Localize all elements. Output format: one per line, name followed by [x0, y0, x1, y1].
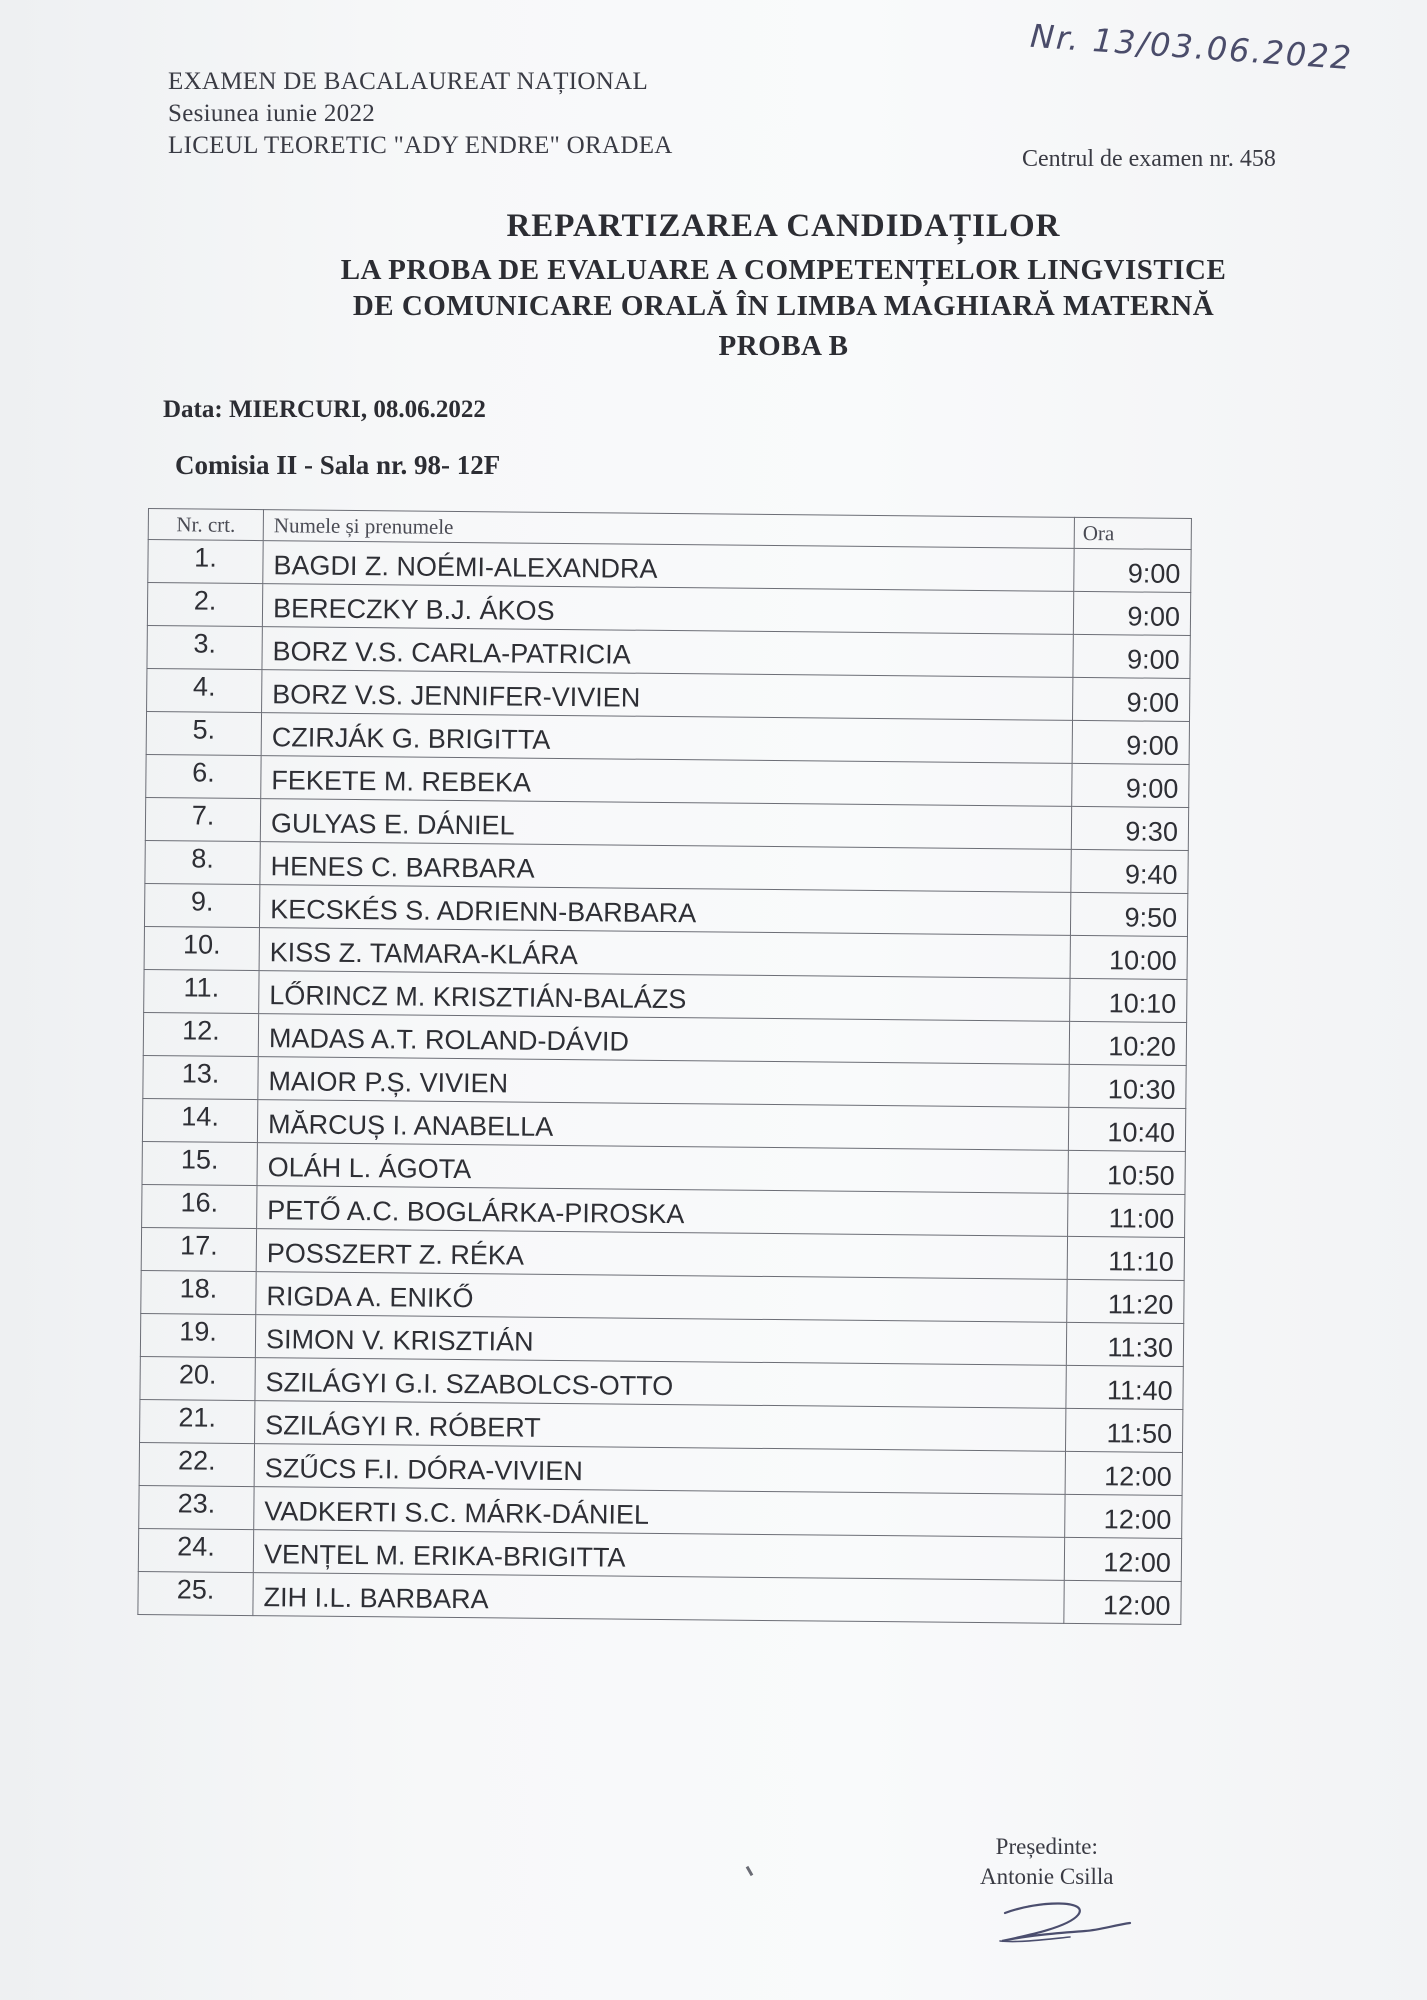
candidate-name: POSSZERT Z. RÉKA: [256, 1229, 1067, 1280]
exam-time: 10:30: [1069, 1064, 1186, 1108]
row-number: 24.: [138, 1528, 253, 1572]
exam-time: 11:20: [1067, 1279, 1184, 1323]
signature-role: Președinte:: [995, 1834, 1098, 1859]
candidate-name: ZIH I.L. BARBARA: [253, 1573, 1064, 1624]
exam-time: 10:10: [1070, 978, 1187, 1022]
exam-time: 9:30: [1071, 806, 1188, 850]
exam-time: 11:10: [1067, 1236, 1184, 1280]
candidate-name: KECSKÉS S. ADRIENN-BARBARA: [259, 885, 1070, 936]
signature-block: [980, 1832, 1114, 1892]
row-number: 16.: [142, 1184, 257, 1228]
candidate-name: MADAS A.T. ROLAND-DÁVID: [258, 1014, 1069, 1065]
exam-time: 12:00: [1065, 1451, 1182, 1495]
row-number: 8.: [145, 840, 260, 884]
exam-date: Data: MIERCURI, 08.06.2022: [163, 396, 486, 423]
header-line-session: Sesiunea iunie 2022: [168, 100, 376, 127]
row-number: 7.: [145, 797, 260, 841]
title-line-3: DE COMUNICARE ORALĂ ÎN LIMBA MAGHIARĂ MATERNĂ: [352, 290, 1215, 322]
candidate-name: OLÁH L. ÁGOTA: [257, 1143, 1068, 1194]
commission-room: Comisia II - Sala nr. 98- 12F: [175, 450, 501, 480]
row-number: 6.: [146, 754, 261, 798]
candidate-name: BERECZKY B.J. ÁKOS: [262, 584, 1073, 635]
exam-center-number: Centrul de examen nr. 458: [1022, 146, 1276, 172]
row-number: 5.: [146, 711, 261, 755]
title-line-4: PROBA B: [718, 330, 849, 362]
exam-time: 12:00: [1064, 1537, 1181, 1581]
row-number: 14.: [142, 1098, 257, 1142]
row-number: 10.: [144, 926, 259, 970]
candidate-name: LŐRINCZ M. KRISZTIÁN-BALÁZS: [259, 971, 1070, 1022]
row-number: 25.: [138, 1571, 253, 1615]
exam-time: 9:00: [1073, 677, 1190, 721]
candidate-name: PETŐ A.C. BOGLÁRKA-PIROSKA: [257, 1186, 1068, 1237]
row-number: 23.: [139, 1485, 254, 1529]
row-number: 18.: [141, 1270, 256, 1314]
exam-time: 9:00: [1072, 720, 1189, 764]
handwritten-registration-number: Nr. 13/03.06.2022: [1029, 16, 1355, 78]
row-number: 17.: [141, 1227, 256, 1271]
row-number: 22.: [139, 1442, 254, 1486]
exam-time: 9:00: [1074, 548, 1191, 592]
row-number: 21.: [140, 1399, 255, 1443]
candidates-table: [137, 508, 1192, 1625]
exam-time: 12:00: [1065, 1494, 1182, 1538]
exam-time: 10:20: [1069, 1021, 1186, 1065]
row-number: 19.: [140, 1313, 255, 1357]
header-nr: Nr. crt.: [148, 509, 263, 541]
exam-time: 11:40: [1066, 1365, 1183, 1409]
row-number: 9.: [144, 883, 259, 927]
row-number: 20.: [140, 1356, 255, 1400]
candidate-name: VENȚEL M. ERIKA-BRIGITTA: [253, 1530, 1064, 1581]
row-number: 11.: [144, 969, 259, 1013]
table-row: [138, 1571, 1181, 1624]
candidate-name: RIGDA A. ENIKŐ: [256, 1272, 1067, 1323]
exam-header: [168, 66, 673, 162]
row-number: 13.: [143, 1055, 258, 1099]
signature-name: Antonie Csilla: [980, 1864, 1114, 1889]
header-name: Numele și prenumele: [263, 510, 1074, 549]
header-line-school: LICEUL TEORETIC "ADY ENDRE" ORADEA: [168, 132, 673, 159]
exam-time: 11:00: [1068, 1193, 1185, 1237]
candidate-name: SZILÁGYI R. RÓBERT: [255, 1401, 1066, 1452]
row-number: 3.: [147, 625, 262, 669]
exam-time: 10:00: [1070, 935, 1187, 979]
handwritten-signature-icon: [990, 1895, 1140, 1955]
candidate-name: SIMON V. KRISZTIÁN: [255, 1315, 1066, 1366]
exam-time: 9:50: [1070, 892, 1187, 936]
exam-time: 11:30: [1066, 1322, 1183, 1366]
exam-time: 9:00: [1073, 634, 1190, 678]
exam-time: 10:50: [1068, 1150, 1185, 1194]
exam-time: 9:00: [1072, 763, 1189, 807]
row-number: 1.: [148, 540, 263, 584]
candidate-name: BORZ V.S. CARLA-PATRICIA: [262, 627, 1073, 678]
candidate-name: KISS Z. TAMARA-KLÁRA: [259, 928, 1070, 979]
title-line-2: LA PROBA DE EVALUARE A COMPETENȚELOR LINGVISTICE: [340, 254, 1227, 286]
title-line-1: REPARTIZAREA CANDIDAȚILOR: [506, 208, 1061, 244]
candidate-name: FEKETE M. REBEKA: [261, 756, 1072, 807]
candidate-name: MAIOR P.Ș. VIVIEN: [258, 1057, 1069, 1108]
candidate-name: BAGDI Z. NOÉMI-ALEXANDRA: [263, 541, 1074, 592]
row-number: 4.: [147, 668, 262, 712]
candidate-name: HENES C. BARBARA: [260, 842, 1071, 893]
candidate-name: GULYAS E. DÁNIEL: [260, 799, 1071, 850]
exam-time: 9:00: [1073, 591, 1190, 635]
row-number: 15.: [142, 1141, 257, 1185]
candidate-name: CZIRJÁK G. BRIGITTA: [261, 713, 1072, 764]
header-time: Ora: [1074, 517, 1191, 549]
candidate-name: BORZ V.S. JENNIFER-VIVIEN: [262, 670, 1073, 721]
candidate-name: SZILÁGYI G.I. SZABOLCS-OTTO: [255, 1358, 1066, 1409]
candidate-name: VADKERTI S.C. MÁRK-DÁNIEL: [254, 1487, 1065, 1538]
exam-time: 9:40: [1071, 849, 1188, 893]
candidate-name: SZŰCS F.I. DÓRA-VIVIEN: [254, 1444, 1065, 1495]
header-line-exam: EXAMEN DE BACALAUREAT NAȚIONAL: [168, 68, 649, 95]
exam-time: 11:50: [1065, 1408, 1182, 1452]
exam-time: 10:40: [1068, 1107, 1185, 1151]
row-number: 2.: [147, 583, 262, 627]
candidate-name: MĂRCUȘ I. ANABELLA: [257, 1100, 1068, 1151]
row-number: 12.: [143, 1012, 258, 1056]
exam-time: 12:00: [1064, 1580, 1181, 1624]
paper-speck: [746, 1866, 754, 1876]
